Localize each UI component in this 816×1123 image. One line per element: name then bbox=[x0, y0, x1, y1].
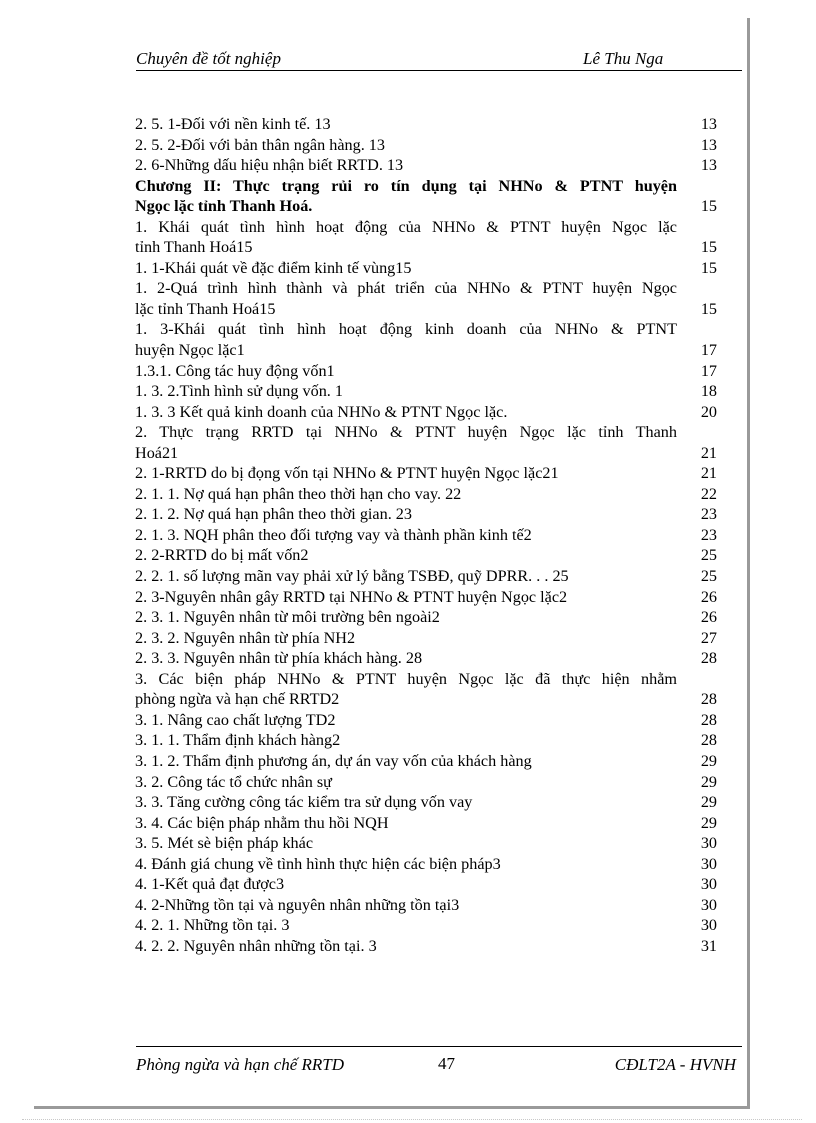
toc-page-number: 26 bbox=[700, 608, 717, 627]
toc-page-number: 31 bbox=[700, 936, 717, 955]
toc-entry[interactable] bbox=[135, 545, 717, 566]
toc-page-number: 17 bbox=[700, 341, 717, 360]
toc-page-number: 30 bbox=[700, 895, 717, 914]
toc-entry-text: 1. 1-Khái quát về đặc điểm kinh tế vùng15 bbox=[135, 258, 412, 277]
toc-entry-text: 3. 5. Mét sè biện pháp khác bbox=[135, 834, 314, 853]
toc-entry-text: Ngọc lặc tỉnh Thanh Hoá. bbox=[135, 197, 313, 216]
toc-page-number: 21 bbox=[700, 443, 717, 462]
toc-entry-text: 1. Khái quát tình hình hoạt động của NHNo & PTNT huyện Ngọc lặc bbox=[135, 217, 677, 236]
toc-entry-text: 3. 1. Nâng cao chất lượng TD2 bbox=[135, 710, 336, 729]
toc-page-number: 13 bbox=[700, 115, 717, 133]
toc-entry-text: 4. 2. 1. Những tồn tại. 3 bbox=[135, 916, 290, 935]
toc-page-number: 30 bbox=[700, 916, 717, 935]
toc-page-number: 30 bbox=[700, 875, 717, 894]
toc-entry[interactable] bbox=[135, 854, 717, 875]
toc-page-number: 28 bbox=[700, 731, 717, 750]
toc-entry[interactable] bbox=[135, 895, 717, 916]
toc-page-number: 27 bbox=[700, 628, 717, 647]
toc-page-number: 13 bbox=[700, 156, 717, 175]
toc-entry[interactable] bbox=[135, 217, 717, 258]
toc-entry[interactable] bbox=[135, 833, 717, 854]
toc-entry-text: lặc tỉnh Thanh Hoá15 bbox=[135, 299, 276, 318]
toc-entry-text: 2. 5. 2-Đối với bản thân ngân hàng. 13 bbox=[135, 135, 385, 154]
toc-page-number: 26 bbox=[700, 587, 717, 606]
toc-entry[interactable] bbox=[135, 176, 717, 217]
toc-entry[interactable] bbox=[135, 114, 717, 135]
toc-entry-text: 3. 2. Công tác tổ chức nhân sự bbox=[135, 772, 332, 791]
toc-entry-text: 3. 1. 1. Thẩm định khách hàng2 bbox=[135, 731, 341, 750]
toc-page-number: 15 bbox=[700, 299, 717, 318]
table-of-contents bbox=[135, 114, 717, 956]
toc-entry-text: 1. 3-Khái quát tình hình hoạt động kinh doanh của NHNo & PTNT bbox=[135, 320, 677, 339]
toc-entry[interactable] bbox=[135, 628, 717, 649]
toc-entry[interactable] bbox=[135, 258, 717, 279]
toc-entry[interactable] bbox=[135, 936, 717, 957]
toc-entry-text: phòng ngừa và hạn chế RRTD2 bbox=[135, 690, 340, 709]
toc-entry-text: 4. 2. 2. Nguyên nhân những tồn tại. 3 bbox=[135, 936, 377, 955]
toc-entry-text: 4. 1-Kết quả đạt được3 bbox=[135, 875, 285, 894]
toc-page-number: 17 bbox=[700, 361, 717, 380]
page-shadow-bottom bbox=[34, 1106, 750, 1109]
toc-entry[interactable] bbox=[135, 772, 717, 793]
toc-entry-text: 1. 2-Quá trình hình thành và phát triển của NHNo & PTNT huyện Ngọc bbox=[135, 279, 677, 298]
toc-entry[interactable] bbox=[135, 669, 717, 710]
footer-class: CĐLT2A - HVNH bbox=[614, 1055, 736, 1074]
toc-page-number: 28 bbox=[700, 690, 717, 709]
toc-page-number: 29 bbox=[700, 751, 717, 770]
toc-entry-text: 2. 5. 1-Đối với nền kinh tế. 13 bbox=[135, 115, 331, 133]
toc-entry-text: tỉnh Thanh Hoá15 bbox=[135, 238, 253, 257]
toc-entry-text: huyện Ngọc lặc1 bbox=[135, 341, 245, 360]
page-header bbox=[136, 48, 742, 71]
toc-entry-text: 3. 3. Tăng cường công tác kiểm tra sử dụng vốn vay bbox=[135, 793, 473, 812]
toc-entry[interactable] bbox=[135, 319, 717, 360]
toc-entry[interactable] bbox=[135, 402, 717, 423]
toc-entry-text: 3. 4. Các biện pháp nhằm thu hồi NQH bbox=[135, 813, 389, 832]
toc-entry[interactable] bbox=[135, 751, 717, 772]
footer-page-number: 47 bbox=[438, 1054, 455, 1073]
toc-entry[interactable] bbox=[135, 813, 717, 834]
toc-entry-text: 1.3.1. Công tác huy động vốn1 bbox=[135, 361, 335, 380]
toc-page-number: 20 bbox=[700, 402, 717, 421]
page-shadow-right bbox=[747, 18, 750, 1108]
page-boundary-dots bbox=[22, 1119, 802, 1120]
toc-entry[interactable] bbox=[135, 710, 717, 731]
toc-entry[interactable] bbox=[135, 730, 717, 751]
toc-page-number: 22 bbox=[700, 484, 717, 503]
toc-entry-text: Chương II: Thực trạng rủi ro tín dụng tại NHNo & PTNT huyện bbox=[135, 176, 677, 195]
toc-entry-text: 2. 3. 2. Nguyên nhân từ phía NH2 bbox=[135, 628, 356, 647]
toc-entry[interactable] bbox=[135, 361, 717, 382]
toc-entry[interactable] bbox=[135, 155, 717, 176]
toc-page-number: 28 bbox=[700, 710, 717, 729]
toc-entry-text: 2. 1-RRTD do bị đọng vốn tại NHNo & PTNT huyện Ngọc lặc21 bbox=[135, 464, 559, 483]
toc-entry[interactable] bbox=[135, 648, 717, 669]
toc-entry[interactable] bbox=[135, 278, 717, 319]
toc-entry-text: 3. Các biện pháp NHNo & PTNT huyện Ngọc lặc đã thực hiện nhằm bbox=[135, 669, 677, 688]
toc-entry-text: 2. 2-RRTD do bị mất vốn2 bbox=[135, 546, 309, 565]
toc-entry-text: 2. 1. 2. Nợ quá hạn phân theo thời gian. 23 bbox=[135, 505, 412, 524]
toc-entry[interactable] bbox=[135, 915, 717, 936]
toc-page-number: 23 bbox=[700, 505, 717, 524]
toc-entry-text: 2. 3. 1. Nguyên nhân từ môi trường bên ngoài2 bbox=[135, 608, 440, 627]
header-author: Lê Thu Nga bbox=[583, 49, 664, 68]
toc-page-number: 25 bbox=[700, 567, 717, 586]
toc-page-number: 23 bbox=[700, 525, 717, 544]
toc-entry-text: 1. 3. 2.Tình hình sử dụng vốn. 1 bbox=[135, 382, 343, 401]
header-document-type: Chuyên đề tốt nghiệp bbox=[136, 49, 281, 68]
toc-page-number: 15 bbox=[700, 258, 717, 277]
toc-entry[interactable] bbox=[135, 792, 717, 813]
footer-topic: Phòng ngừa và hạn chế RRTD bbox=[136, 1055, 345, 1074]
toc-entry[interactable] bbox=[135, 422, 717, 463]
toc-page-number: 29 bbox=[700, 813, 717, 832]
toc-page-number: 29 bbox=[700, 772, 717, 791]
toc-entry-text: 2. 3. 3. Nguyên nhân từ phía khách hàng. 28 bbox=[135, 649, 423, 668]
toc-entry-text: 4. 2-Những tồn tại và nguyên nhân những tồn tại3 bbox=[135, 895, 460, 914]
toc-page-number: 28 bbox=[700, 649, 717, 668]
toc-page-number: 13 bbox=[700, 135, 717, 154]
toc-page-number: 25 bbox=[700, 546, 717, 565]
toc-entry-text: 2. 3-Nguyên nhân gây RRTD tại NHNo & PTNT huyện Ngọc lặc2 bbox=[135, 587, 568, 606]
toc-page-number: 29 bbox=[700, 793, 717, 812]
toc-entry[interactable] bbox=[135, 607, 717, 628]
toc-entry[interactable] bbox=[135, 587, 717, 608]
toc-entry-text: 2. 1. 1. Nợ quá hạn phân theo thời hạn cho vay. 22 bbox=[135, 484, 462, 503]
toc-entry[interactable] bbox=[135, 135, 717, 156]
page-footer bbox=[136, 1046, 742, 1087]
toc-entry-text: 2. 1. 3. NQH phân theo đối tượng vay và thành phần kinh tế2 bbox=[135, 525, 532, 544]
toc-page-number: 15 bbox=[700, 197, 717, 216]
toc-page-number: 30 bbox=[700, 834, 717, 853]
toc-entry-text: 1. 3. 3 Kết quả kinh doanh của NHNo & PTNT Ngọc lặc. bbox=[135, 402, 508, 421]
toc-entry[interactable] bbox=[135, 463, 717, 484]
toc-entry-text: 2. Thực trạng RRTD tại NHNo & PTNT huyện Ngọc lặc tỉnh Thanh bbox=[135, 423, 677, 442]
toc-entry[interactable] bbox=[135, 874, 717, 895]
toc-entry[interactable] bbox=[135, 484, 717, 505]
toc-entry[interactable] bbox=[135, 381, 717, 402]
toc-page-number: 15 bbox=[700, 238, 717, 257]
toc-page-number: 21 bbox=[700, 464, 717, 483]
toc-entry[interactable] bbox=[135, 504, 717, 525]
toc-entry-text: 2. 6-Những dấu hiệu nhận biết RRTD. 13 bbox=[135, 156, 404, 175]
toc-page-number: 30 bbox=[700, 854, 717, 873]
toc-entry[interactable] bbox=[135, 525, 717, 546]
toc-entry-text: Hoá21 bbox=[135, 443, 179, 462]
toc-entry-text: 4. Đánh giá chung về tình hình thực hiện các biện pháp3 bbox=[135, 854, 501, 873]
toc-entry[interactable] bbox=[135, 566, 717, 587]
toc-entry-text: 3. 1. 2. Thẩm định phương án, dự án vay vốn của khách hàng bbox=[135, 751, 532, 770]
toc-page-number: 18 bbox=[700, 382, 717, 401]
toc-entry-text: 2. 2. 1. số lượng mãn vay phải xử lý bằng TSBĐ, quỹ DPRR. . . 25 bbox=[135, 567, 569, 586]
